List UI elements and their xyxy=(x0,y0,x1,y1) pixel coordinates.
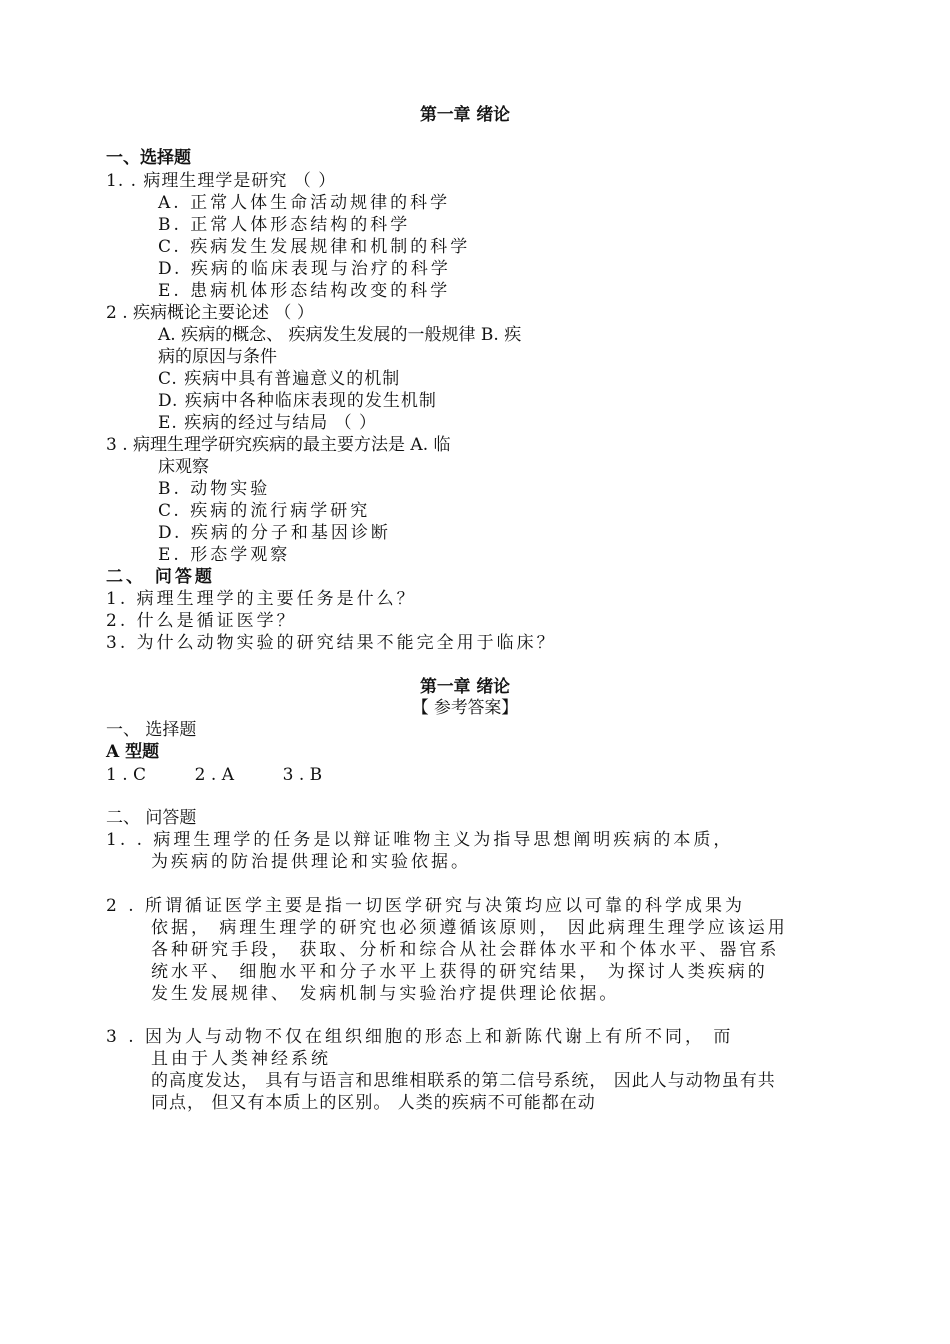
q3-stem: 3 . 病理生理学研究疾病的最主要方法是 A. 临 xyxy=(106,435,451,455)
q3-option-c: C. 疾病的流行病学研究 xyxy=(158,501,371,521)
q2-option-ab-line2: 病的原因与条件 xyxy=(158,347,277,367)
q1-option-a: A. 正常人体生命活动规律的科学 xyxy=(158,193,451,213)
section-qa-heading: 二、 问答题 xyxy=(106,567,215,587)
answer-1-line1: 1. . 病理生理学的任务是以辩证唯物主义为指导思想阐明疾病的本质， xyxy=(106,830,734,850)
answer-2-line5: 发生发展规律、 发病机制与实验治疗提供理论依据。 xyxy=(151,984,620,1004)
q3-option-b: B. 动物实验 xyxy=(158,479,271,499)
q2-option-d: D. 疾病中各种临床表现的发生机制 xyxy=(158,391,437,411)
q1-option-e: E. 患病机体形态结构改变的科学 xyxy=(158,281,451,301)
q1-option-c: C. 疾病发生发展规律和机制的科学 xyxy=(158,237,471,257)
section-choice-heading: 一、选择题 xyxy=(106,148,191,168)
q2-option-c: C. 疾病中具有普遍意义的机制 xyxy=(158,369,401,389)
answers-subtitle: 【 参考答案】 xyxy=(411,698,519,718)
qa-item-2: 2. 什么是循证医学？ xyxy=(106,611,297,631)
answer-3-line2: 且由于人类神经系统 xyxy=(151,1049,331,1069)
answer-2-line3: 各种研究手段， 获取、分析和综合从社会群体水平和个体水平、器官系 xyxy=(151,940,780,960)
q3-option-e: E. 形态学观察 xyxy=(158,545,291,565)
answers-type-label: A 型题 xyxy=(106,742,160,762)
answer-3-line3: 的高度发达， 具有与语言和思维相联系的第二信号系统， 因此人与动物虽有共 xyxy=(151,1071,776,1091)
qa-item-3: 3. 为什么动物实验的研究结果不能完全用于临床？ xyxy=(106,633,557,653)
q1-option-d: D. 疾病的临床表现与治疗的科学 xyxy=(158,259,451,279)
q1-option-b: B. 正常人体形态结构的科学 xyxy=(158,215,411,235)
answers-choice-heading: 一、 选择题 xyxy=(106,720,197,740)
questions-title: 第一章 绪论 xyxy=(420,105,510,125)
answers-choice-keys: 1 . C 2 . A 3 . B xyxy=(106,765,323,785)
q2-option-e: E. 疾病的经过与结局 （ ） xyxy=(158,413,378,433)
q2-option-ab-line1: A. 疾病的概念、 疾病发生发展的一般规律 B. 疾 xyxy=(158,325,522,345)
answer-3-line1: 3 . 因为人与动物不仅在组织细胞的形态上和新陈代谢上有所不同， 而 xyxy=(106,1027,734,1047)
answer-2-line2: 依据， 病理生理学的研究也必须遵循该原则， 因此病理生理学应该运用 xyxy=(151,918,788,938)
q1-stem: 1. . 病理生理学是研究 （ ） xyxy=(106,171,337,191)
answer-3-line4: 同点， 但又有本质上的区别。 人类的疾病不可能都在动 xyxy=(151,1093,596,1113)
q2-stem: 2 . 疾病概论主要论述 （ ） xyxy=(106,303,314,323)
q3-option-a-cont: 床观察 xyxy=(158,457,209,477)
answer-2-line4: 统水平、 细胞水平和分子水平上获得的研究结果， 为探讨人类疾病的 xyxy=(151,962,768,982)
answers-title: 第一章 绪论 xyxy=(420,677,510,697)
answers-qa-heading: 二、 问答题 xyxy=(106,808,197,828)
answer-2-line1: 2 . 所谓循证医学主要是指一切医学研究与决策均应以可靠的科学成果为 xyxy=(106,896,746,916)
qa-item-1: 1. 病理生理学的主要任务是什么？ xyxy=(106,589,417,609)
q3-option-d: D. 疾病的分子和基因诊断 xyxy=(158,523,391,543)
answer-1-line2: 为疾病的防治提供理论和实验依据。 xyxy=(151,852,471,872)
